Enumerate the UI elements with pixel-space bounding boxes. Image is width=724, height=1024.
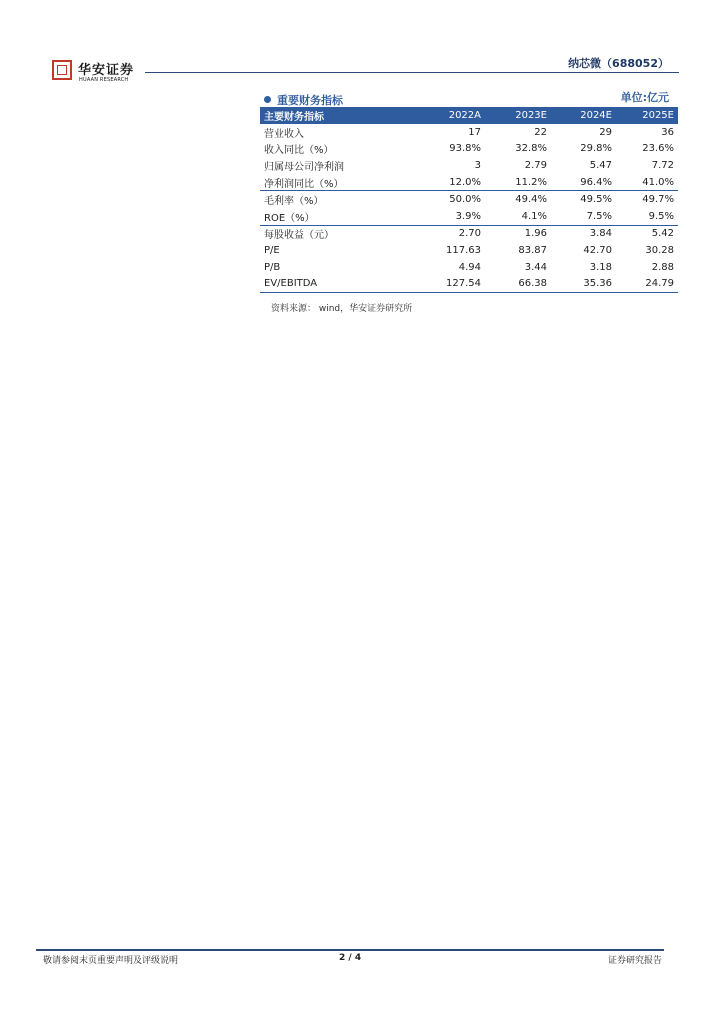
row-value: 23.6% (642, 143, 674, 155)
row-value: 36 (661, 126, 674, 138)
table-header-row (260, 107, 678, 124)
table-row (260, 157, 678, 174)
row-value: 3 (474, 159, 481, 171)
row-label: 毛利率（%） (260, 191, 415, 208)
logo-text: 华安证券 (78, 63, 135, 78)
row-value: 49.4% (485, 191, 551, 208)
table-source: 资料来源： wind，华安证券研究所 (271, 304, 413, 314)
row-value: 4.1% (521, 210, 547, 222)
table-header-cell: 2023E (485, 107, 551, 124)
row-value: 50.0% (415, 191, 485, 208)
financial-table (260, 107, 678, 293)
table-header-cell: 2024E (551, 107, 616, 124)
table-row (260, 242, 678, 259)
row-label: ROE（%） (264, 212, 315, 224)
row-value: 29 (599, 126, 612, 138)
row-value: 4.94 (458, 261, 481, 273)
row-value: 5.42 (616, 225, 678, 242)
row-value: 3.9% (455, 210, 481, 222)
row-label: 归属母公司净利润 (264, 161, 344, 173)
table-row (260, 174, 678, 191)
row-value: 32.8% (515, 143, 547, 155)
row-value: 2.79 (524, 159, 547, 171)
section-title (264, 92, 343, 108)
row-value: 22 (534, 126, 547, 138)
table-row (260, 191, 678, 208)
row-value: 5.47 (589, 159, 612, 171)
row-label: P/B (264, 261, 281, 273)
row-value: 96.4% (580, 176, 612, 188)
table-row (260, 124, 678, 141)
row-value: 41.0% (642, 176, 674, 188)
unit-label: 单位:亿元 (620, 91, 669, 104)
row-value: 7.72 (651, 159, 674, 171)
section-title-text: 重要财务指标 (277, 94, 343, 107)
table-row (260, 225, 678, 242)
row-value: 17 (468, 126, 481, 138)
row-label: 收入同比（%） (264, 145, 334, 157)
table-row (260, 275, 678, 292)
table-header-cell: 2022A (415, 107, 485, 124)
row-value: 49.7% (616, 191, 678, 208)
row-value: 2.88 (651, 261, 674, 273)
row-value: 127.54 (415, 275, 485, 292)
row-value: 7.5% (586, 210, 612, 222)
logo-subtext: HUAAN RESEARCH (79, 77, 129, 83)
row-value: 2.70 (415, 225, 485, 242)
row-value: 24.79 (616, 275, 678, 292)
footer-report-type: 证券研究报告 (607, 956, 662, 966)
row-value: 66.38 (485, 275, 551, 292)
row-label: 营业收入 (264, 128, 304, 140)
row-value: 3.84 (551, 225, 616, 242)
row-value: 3.18 (589, 261, 612, 273)
row-value: 49.5% (551, 191, 616, 208)
bullet-icon (264, 96, 271, 103)
company-name: 纳芯微（688052） (568, 57, 669, 70)
row-label: P/E (264, 244, 280, 256)
row-value: 11.2% (515, 176, 547, 188)
table-row (260, 141, 678, 158)
row-value: 83.87 (518, 244, 547, 256)
footer-divider (36, 949, 664, 951)
row-value: 30.28 (645, 244, 674, 256)
row-label: 净利润同比（%） (264, 178, 344, 190)
page-number: 2 / 4 (339, 953, 362, 963)
row-value: 12.0% (449, 176, 481, 188)
row-value: 9.5% (648, 210, 674, 222)
table-row (260, 208, 678, 225)
row-value: 29.8% (580, 143, 612, 155)
row-label: EV/EBITDA (260, 275, 415, 292)
table-header-cell: 2025E (616, 107, 678, 124)
row-value: 35.36 (551, 275, 616, 292)
company-logo-icon (52, 60, 72, 80)
row-value: 93.8% (449, 143, 481, 155)
header-divider (145, 72, 679, 73)
table-row (260, 259, 678, 276)
footer-disclaimer: 敬请参阅末页重要声明及评级说明 (43, 956, 179, 966)
table-header-cell: 主要财务指标 (260, 107, 415, 124)
row-value: 3.44 (524, 261, 547, 273)
row-value: 117.63 (446, 244, 481, 256)
row-value: 42.70 (583, 244, 612, 256)
row-value: 1.96 (485, 225, 551, 242)
row-label: 每股收益（元） (260, 225, 415, 242)
